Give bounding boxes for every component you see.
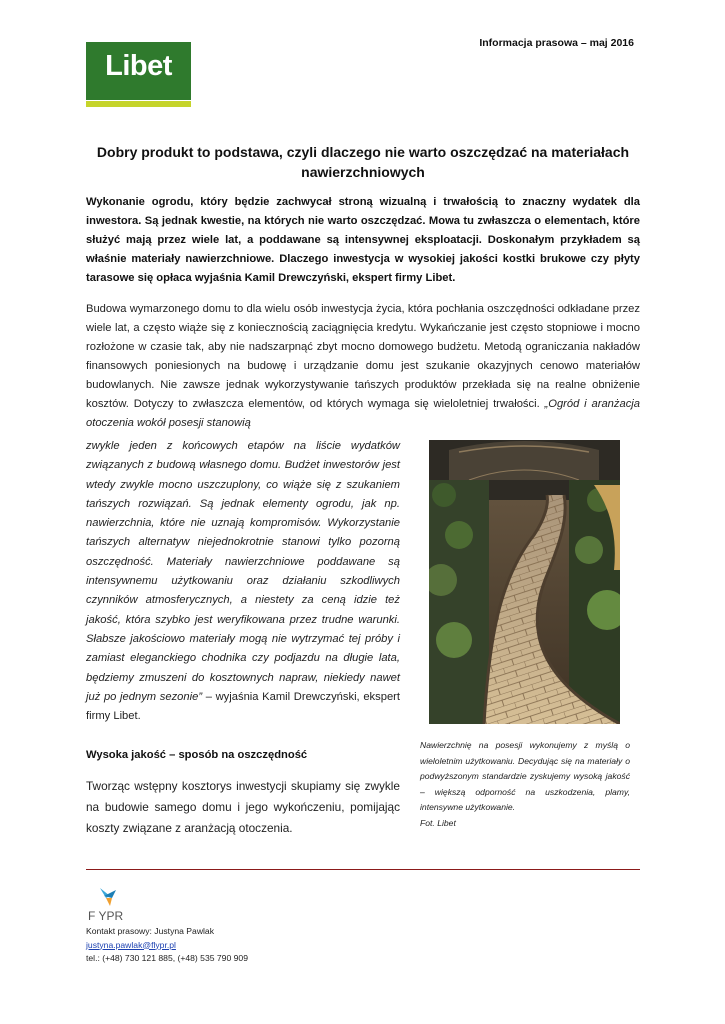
logo-lime-bar: [86, 101, 191, 107]
press-contact: [86, 925, 248, 966]
contact-email-link[interactable]: justyna.pawlak@flypr.pl: [86, 939, 176, 950]
paving-path-photo: [429, 440, 620, 724]
logo-wordmark: Libet: [105, 50, 172, 82]
contact-person: Kontakt prasowy: Justyna Pawlak: [86, 926, 215, 936]
expert-quote: [86, 437, 400, 726]
article-title: Dobry produkt to podstawa, czyli dlaczego nie warto oszczędzać na materiałach nawierzchniowych: [96, 144, 630, 180]
article-lead: Wykonanie ogrodu, który będzie zachwycał stroną wizualną i trwałością to znaczny wydatek dla inwestora. Są jednak kwestie, na których nie warto oszczędzać. Mowa tu zwłaszcza o elementach, które służyć mają przez wiele lat, a poddawane są intensywnej eksploatacji. Doskonałym przykładem są właśnie materiały nawierzchniowe. Dlaczego inwestycja w wysokiej jakości kostki brukowe czy płyty tarasowe się opłaca wyjaśnia Kamil Drewczyński, ekspert firmy Libet.: [86, 196, 640, 284]
photo-caption: [420, 738, 630, 831]
expert-quote-text: zwykle jeden z końcowych etapów na liście wydatków związanych z budową własnego domu. Budżet inwestorów jest wtedy zwykle mocno uszczuplony, co wiąże się z szukaniem tańszych rozwiązań. Są jednak elementy ogrodu, jak np. nawierzchnia, które nie uznają kompromisów. Wykorzystanie tańszych alternatyw niejednokrotnie stanowi tylko pozorną oszczędność. Materiały nawierzchniowe poddawane są intensywnemu użytkowaniu oraz działaniu szkodliwych czynników atmosferycznych, a niestety za ceną idzie też jakość, która szybko jest weryfikowana przez trudne warunki. Słabsze jakościowo materiały mogą nie wytrzymać tej próby i zamiast eleganckiego chodnika czy podjazdu na długie lata, będziemy zmuszeni do kosztownych napraw, niekiedy nawet już po jednym sezonie”: [86, 440, 400, 703]
expert-quote-attribution: – wyjaśnia Kamil Drewczyński, ekspert firmy Libet.: [86, 690, 401, 723]
paragraph-1-quote-start: „Ogród i aranżacja otoczenia wokół posesji stanowią: [86, 398, 641, 429]
contact-phone: tel.: (+48) 730 121 885, (+48) 535 790 909: [86, 953, 248, 963]
article-paragraph-2: Tworząc wstępny kosztorys inwestycji skupiamy się zwykle na budowie samego domu i jego wykończeniu, pomijając koszty związane z aranżacją otoczenia.: [86, 779, 400, 835]
paragraph-1-text: Budowa wymarzonego domu to dla wielu osób inwestycja życia, która pochłania oszczędności odkładane przez wiele lat, a często wiąże się z koniecznością zaciągnięcia kredytu. Wykańczanie jest często stopniowe i mocno rozłożone w czasie tak, aby nie nadszarpnąć zbyt mocno domowego budżetu. Metodą ograniczania nakładów finansowych poniesionych na budowę i urządzanie domu jest szukanie okazyjnych cenowo materiałów budowlanych. Nie zawsze jednak wykorzystywanie tańszych produktów przekłada się na realne obniżenie kosztów. Dotyczy to zwłaszcza elementów, od których wymaga się wieloletniej trwałości.: [86, 303, 640, 410]
photo-caption-text: Nawierzchnię na posesji wykonujemy z myślą o wieloletnim użytkowaniu. Decydując się na materiały o podwyższonym standardzie zyskujemy wysoką jakość – większą odporność na uszkodzenia, plamy, intensywne użytkowanie.: [420, 740, 630, 812]
photo-credit: Fot. Libet: [420, 817, 456, 828]
press-info-date: Informacja prasowa – maj 2016: [479, 37, 634, 49]
flypr-logo-text: F YPR: [88, 909, 124, 923]
libet-logo: [86, 42, 191, 108]
footer-divider: [86, 869, 640, 870]
section-subheading: Wysoka jakość – sposób na oszczędność: [86, 749, 308, 761]
flypr-logo: [86, 884, 131, 924]
article-paragraph-1: [86, 300, 640, 433]
